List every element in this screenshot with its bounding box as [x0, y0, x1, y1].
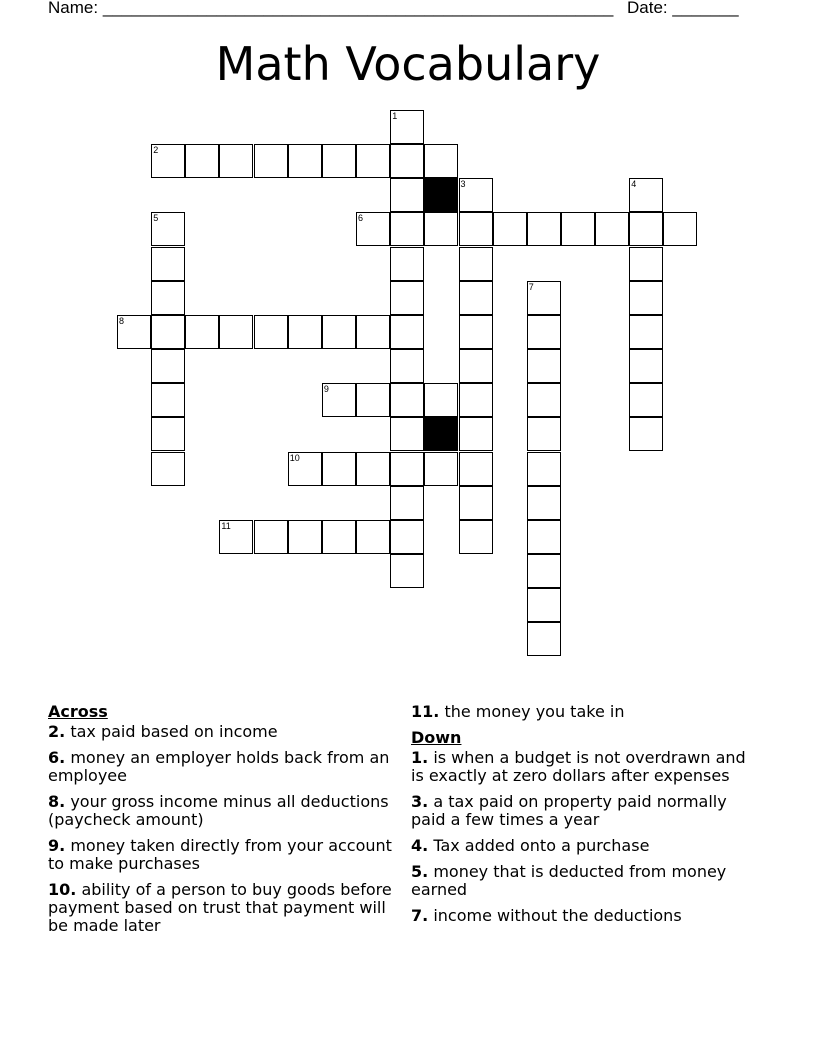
cell-number: 6 — [358, 213, 364, 224]
clues-right-column — [411, 703, 756, 933]
crossword-cell[interactable] — [459, 178, 493, 212]
crossword-cell[interactable] — [356, 452, 390, 486]
crossword-cell[interactable] — [185, 315, 219, 349]
crossword-cell[interactable] — [527, 554, 561, 588]
crossword-cell[interactable] — [322, 144, 356, 178]
clue-text: Tax added onto a purchase — [433, 836, 650, 855]
name-label: Name: — [48, 0, 99, 17]
crossword-block-cell — [424, 417, 458, 451]
date-blank[interactable]: _______ — [672, 0, 739, 17]
clue-number: 3. — [411, 792, 429, 811]
crossword-cell[interactable] — [527, 417, 561, 451]
clue-down-4 — [411, 837, 756, 855]
crossword-cell[interactable] — [117, 315, 151, 349]
crossword-cell[interactable] — [390, 554, 424, 588]
crossword-cell[interactable] — [390, 212, 424, 246]
crossword-cell[interactable] — [151, 452, 185, 486]
crossword-cell[interactable] — [527, 622, 561, 656]
crossword-cell[interactable] — [151, 212, 185, 246]
crossword-cell[interactable] — [288, 452, 322, 486]
crossword-cell[interactable] — [493, 212, 527, 246]
crossword-cell[interactable] — [527, 486, 561, 520]
crossword-cell[interactable] — [424, 144, 458, 178]
clue-across-9 — [48, 837, 393, 873]
crossword-cell[interactable] — [424, 452, 458, 486]
crossword-cell[interactable] — [527, 452, 561, 486]
crossword-cell[interactable] — [629, 178, 663, 212]
clue-text: ability of a person to buy goods before payment based on trust that payment will be made later — [48, 880, 392, 935]
crossword-cell[interactable] — [459, 417, 493, 451]
crossword-cell[interactable] — [629, 281, 663, 315]
crossword-cell[interactable] — [151, 417, 185, 451]
crossword-cell[interactable] — [219, 315, 253, 349]
crossword-cell[interactable] — [629, 315, 663, 349]
crossword-cell[interactable] — [527, 588, 561, 622]
crossword-cell[interactable] — [288, 520, 322, 554]
crossword-cell[interactable] — [390, 383, 424, 417]
clue-text: the money you take in — [444, 702, 625, 721]
crossword-cell[interactable] — [424, 383, 458, 417]
crossword-cell[interactable] — [390, 452, 424, 486]
cell-number: 11 — [221, 520, 231, 531]
clue-down-3 — [411, 793, 756, 829]
crossword-cell[interactable] — [356, 315, 390, 349]
crossword-cell[interactable] — [459, 212, 493, 246]
crossword-cell[interactable] — [185, 144, 219, 178]
clue-number: 6. — [48, 748, 66, 767]
crossword-cell[interactable] — [356, 520, 390, 554]
page-title: Math Vocabulary — [215, 37, 601, 91]
crossword-cell[interactable] — [459, 486, 493, 520]
crossword-cell[interactable] — [151, 247, 185, 281]
crossword-cell[interactable] — [322, 315, 356, 349]
crossword-cell[interactable] — [390, 178, 424, 212]
crossword-cell[interactable] — [459, 281, 493, 315]
clue-down-5 — [411, 863, 756, 899]
crossword-cell[interactable] — [459, 520, 493, 554]
crossword-cell[interactable] — [629, 247, 663, 281]
cell-number: 8 — [119, 315, 125, 326]
crossword-cell[interactable] — [527, 212, 561, 246]
crossword-cell[interactable] — [322, 452, 356, 486]
clue-text: is when a budget is not overdrawn and is exactly at zero dollars after expenses — [411, 748, 746, 785]
clue-number: 4. — [411, 836, 429, 855]
crossword-cell[interactable] — [390, 520, 424, 554]
crossword-block-cell — [424, 178, 458, 212]
across-heading: Across — [48, 702, 108, 721]
clue-across-2 — [48, 723, 393, 741]
crossword-cell[interactable] — [629, 349, 663, 383]
crossword-cell[interactable] — [390, 349, 424, 383]
clue-number: 7. — [411, 906, 429, 925]
crossword-cell[interactable] — [629, 383, 663, 417]
crossword-cell[interactable] — [322, 383, 356, 417]
clue-down-7 — [411, 907, 756, 925]
crossword-cell[interactable] — [527, 383, 561, 417]
crossword-cell[interactable] — [424, 212, 458, 246]
crossword-cell[interactable] — [151, 315, 185, 349]
crossword-cell[interactable] — [151, 144, 185, 178]
clue-text: a tax paid on property paid normally paid a few times a year — [411, 792, 727, 829]
clue-across-8 — [48, 793, 393, 829]
clue-text: money an employer holds back from an employee — [48, 748, 390, 785]
crossword-cell[interactable] — [254, 144, 288, 178]
crossword-cell[interactable] — [595, 212, 629, 246]
clue-across-6 — [48, 749, 393, 785]
crossword-cell[interactable] — [254, 315, 288, 349]
clue-number: 8. — [48, 792, 66, 811]
clue-number: 10. — [48, 880, 77, 899]
down-heading: Down — [411, 728, 462, 747]
clue-number: 11. — [411, 702, 440, 721]
crossword-cell[interactable] — [356, 383, 390, 417]
crossword-cell[interactable] — [151, 383, 185, 417]
crossword-cell[interactable] — [527, 315, 561, 349]
crossword-cell[interactable] — [288, 144, 322, 178]
crossword-cell[interactable] — [390, 144, 424, 178]
crossword-cell[interactable] — [459, 349, 493, 383]
cell-number: 1 — [392, 111, 398, 121]
cell-number: 3 — [460, 179, 466, 190]
crossword-cell[interactable] — [390, 247, 424, 281]
crossword-cell[interactable] — [219, 520, 253, 554]
crossword-cell[interactable] — [459, 315, 493, 349]
crossword-cell[interactable] — [356, 144, 390, 178]
crossword-cell[interactable] — [629, 212, 663, 246]
crossword-cell[interactable] — [629, 417, 663, 451]
clue-across-10 — [48, 881, 393, 935]
cell-number: 9 — [323, 384, 329, 395]
crossword-cell[interactable] — [390, 315, 424, 349]
clue-text: tax paid based on income — [70, 722, 278, 741]
crossword-cell[interactable] — [356, 212, 390, 246]
cell-number: 10 — [289, 452, 300, 463]
crossword-cell[interactable] — [527, 520, 561, 554]
clue-text: money taken directly from your account to make purchases — [48, 836, 392, 873]
clue-text: money that is deducted from money earned — [411, 862, 727, 899]
crossword-cell[interactable] — [561, 212, 595, 246]
clue-text: income without the deductions — [433, 906, 682, 925]
cell-number: 5 — [153, 213, 159, 224]
clues-left-column — [48, 703, 393, 943]
crossword-cell[interactable] — [151, 349, 185, 383]
clue-across-11 — [411, 703, 756, 721]
clue-number: 1. — [411, 748, 429, 767]
clue-number: 9. — [48, 836, 66, 855]
clue-text: your gross income minus all deductions (paycheck amount) — [48, 792, 389, 829]
crossword-cell[interactable] — [151, 281, 185, 315]
cell-number: 4 — [631, 179, 637, 190]
crossword-cell[interactable] — [527, 281, 561, 315]
clue-number: 2. — [48, 722, 66, 741]
crossword-cell[interactable] — [459, 247, 493, 281]
crossword-cell[interactable] — [390, 417, 424, 451]
crossword-cell[interactable] — [459, 383, 493, 417]
cell-number: 7 — [528, 281, 534, 292]
clue-down-1 — [411, 749, 756, 785]
crossword-cell[interactable] — [459, 452, 493, 486]
date-label: Date: — [627, 0, 668, 17]
crossword-cell[interactable] — [527, 349, 561, 383]
crossword-cell[interactable] — [254, 520, 288, 554]
crossword-cell[interactable] — [663, 212, 697, 246]
name-blank[interactable]: ______________________________________________________ — [102, 0, 614, 17]
clue-number: 5. — [411, 862, 429, 881]
crossword-cell[interactable] — [322, 520, 356, 554]
cell-number: 2 — [153, 145, 159, 156]
crossword-cell[interactable] — [219, 144, 253, 178]
crossword-cell[interactable] — [390, 281, 424, 315]
crossword-cell[interactable] — [390, 110, 424, 144]
crossword-cell[interactable] — [288, 315, 322, 349]
crossword-cell[interactable] — [390, 486, 424, 520]
